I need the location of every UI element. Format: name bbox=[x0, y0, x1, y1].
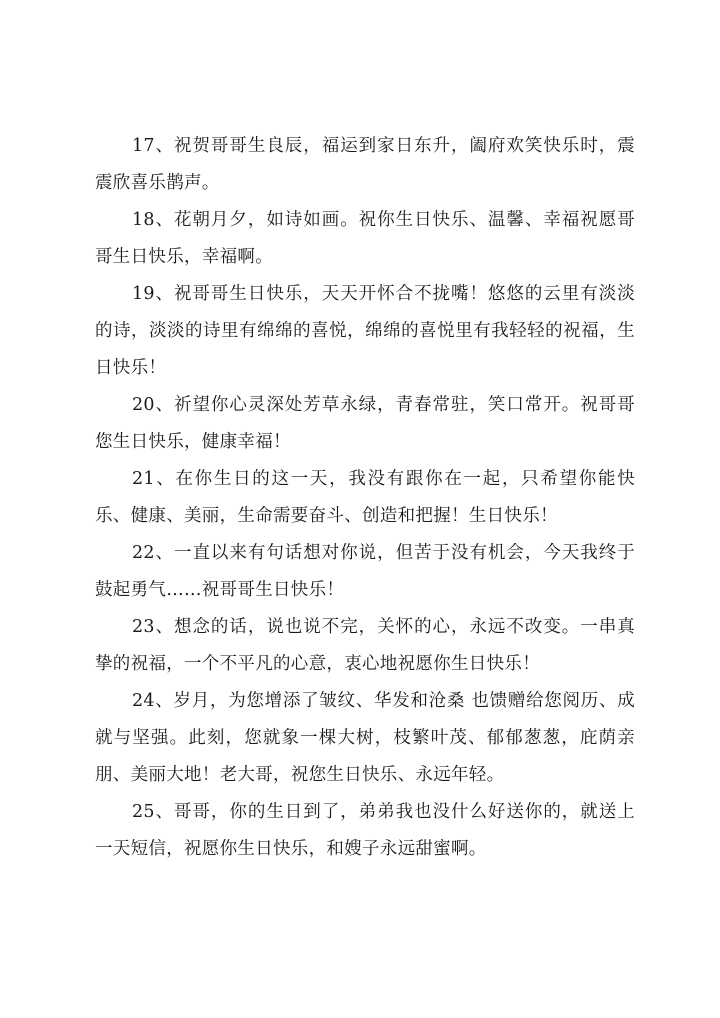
document-body bbox=[95, 128, 635, 868]
paragraph-20: 20、祈望你心灵深处芳草永绿，青春常驻，笑口常开。祝哥哥您生日快乐，健康幸福！ bbox=[95, 395, 635, 452]
paragraph-22: 22、一直以来有句话想对你说，但苦于没有机会，今天我终于鼓起勇气……祝哥哥生日快乐！ bbox=[95, 543, 635, 600]
paragraph-24: 24、岁月，为您增添了皱纹、华发和沧桑 也馈赠给您阅历、成就与坚强。此刻，您就象一棵大树，枝繁叶茂、郁郁葱葱，庇荫亲朋、美丽大地！老大哥，祝您生日快乐、永远年轻。 bbox=[95, 691, 635, 785]
paragraph-19: 19、祝哥哥生日快乐，天天开怀合不拢嘴！悠悠的云里有淡淡的诗，淡淡的诗里有绵绵的喜悦，绵绵的喜悦里有我轻轻的祝福，生日快乐！ bbox=[95, 284, 635, 378]
paragraph-17: 17、祝贺哥哥生良辰，福运到家日东升，阖府欢笑快乐时，震震欣喜乐鹊声。 bbox=[95, 136, 635, 193]
paragraph-21: 21、在你生日的这一天，我没有跟你在一起，只希望你能快乐、健康、美丽，生命需要奋斗、创造和把握！生日快乐！ bbox=[95, 469, 635, 526]
paragraph-25: 25、哥哥，你的生日到了，弟弟我也没什么好送你的，就送上一天短信，祝愿你生日快乐，和嫂子永远甜蜜啊。 bbox=[95, 802, 635, 859]
paragraph-18: 18、花朝月夕，如诗如画。祝你生日快乐、温馨、幸福祝愿哥哥生日快乐，幸福啊。 bbox=[95, 210, 635, 267]
paragraph-23: 23、想念的话，说也说不完，关怀的心，永远不改变。一串真挚的祝福，一个不平凡的心意，衷心地祝愿你生日快乐！ bbox=[95, 617, 635, 674]
